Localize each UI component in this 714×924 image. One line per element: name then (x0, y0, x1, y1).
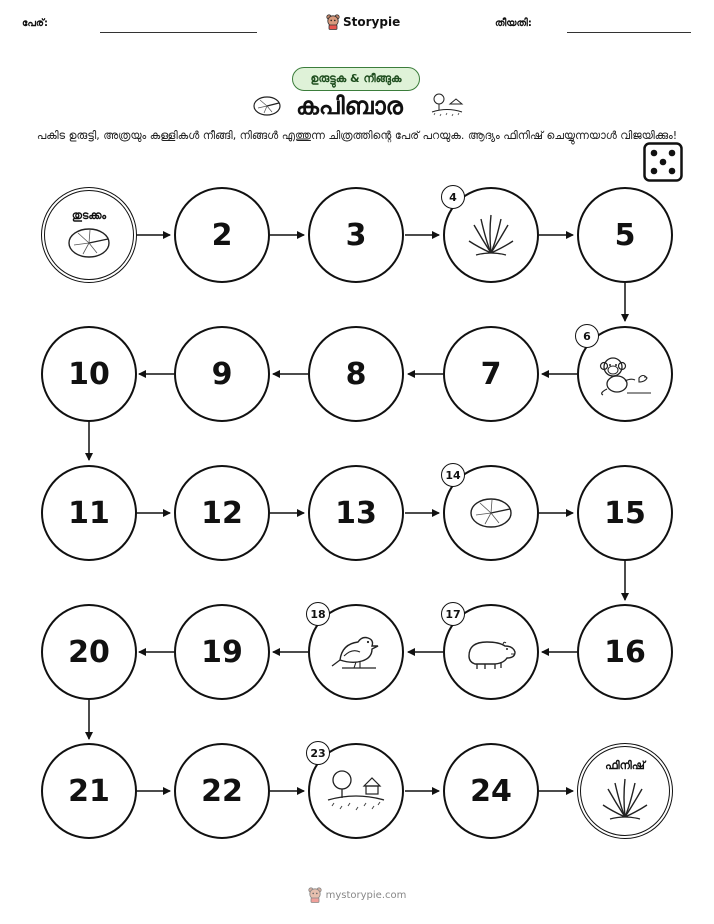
lily-pad-icon (66, 225, 112, 261)
start-cell (41, 187, 137, 283)
cell-number: 19 (201, 634, 243, 670)
cell-number: 9 (211, 356, 233, 392)
board-cell (577, 604, 673, 700)
finish-cell (577, 743, 673, 839)
board-cell-picture (577, 326, 673, 422)
cell-number: 22 (201, 773, 243, 809)
board-cell (443, 743, 539, 839)
board-cell (41, 743, 137, 839)
instructions-text: പകിട ഉരുട്ടി, അത്രയും കള്ളികൾ നീങ്ങി, നിങ്ങൾ എത്തുന്ന ചിത്രത്തിന്റെ പേര് പറയുക. ആദ്യം ഫിനിഷ് ചെയ്യുന്നയാൾ വിജയിക്കും! (36, 129, 678, 142)
board-cell (174, 604, 270, 700)
cell-number: 7 (480, 356, 502, 392)
board-cell (443, 326, 539, 422)
board-cell (41, 604, 137, 700)
cell-number: 24 (470, 773, 512, 809)
cell-number: 15 (604, 495, 646, 531)
cell-number-badge: 6 (575, 324, 599, 348)
activity-badge: ഉരുട്ടുക & നീങ്ങുക (292, 67, 420, 91)
board-cell (174, 465, 270, 561)
cell-number-badge: 4 (441, 185, 465, 209)
cell-number: 5 (614, 217, 636, 253)
cell-number-badge: 23 (306, 741, 330, 765)
grass-icon (466, 211, 516, 259)
footer-site[interactable]: mystorypie.com (325, 889, 407, 901)
meadow-icon (326, 766, 386, 816)
board-cell-picture (308, 743, 404, 839)
page-title: കപിബാര (296, 92, 403, 120)
board-cell (308, 326, 404, 422)
date-label: തീയതി: (495, 18, 532, 29)
board-cell (577, 187, 673, 283)
cell-number: 13 (335, 495, 377, 531)
board-cell (308, 187, 404, 283)
brand-name: Storypie (343, 15, 401, 29)
board-cell-picture (443, 187, 539, 283)
finish-label: ഫിനിഷ് (605, 759, 645, 772)
cell-number: 3 (345, 217, 367, 253)
cell-number: 2 (211, 217, 233, 253)
footer (0, 887, 714, 903)
board-cell (174, 326, 270, 422)
board-cell (174, 187, 270, 283)
cell-number: 10 (68, 356, 110, 392)
board-cell (577, 465, 673, 561)
bird-icon (330, 630, 382, 674)
cell-number: 8 (345, 356, 367, 392)
board-cell-picture (443, 604, 539, 700)
cell-number-badge: 14 (441, 463, 465, 487)
bear-icon (308, 887, 322, 903)
cell-number: 12 (201, 495, 243, 531)
cell-number: 21 (68, 773, 110, 809)
board-cell (308, 465, 404, 561)
lily-pad-icon (468, 495, 514, 531)
board-cell-picture (443, 465, 539, 561)
board-cell (174, 743, 270, 839)
cell-number: 11 (68, 495, 110, 531)
cell-number-badge: 17 (441, 602, 465, 626)
board-cell (41, 326, 137, 422)
monkey-icon (597, 351, 653, 397)
grass-icon (600, 775, 650, 823)
name-label: പേര്: (22, 18, 48, 29)
cell-number-badge: 18 (306, 602, 330, 626)
start-label: തുടക്കം (71, 209, 107, 222)
cell-number: 16 (604, 634, 646, 670)
capybara-icon (463, 632, 519, 672)
cell-number: 20 (68, 634, 110, 670)
board-cell (41, 465, 137, 561)
board-cell-picture (308, 604, 404, 700)
